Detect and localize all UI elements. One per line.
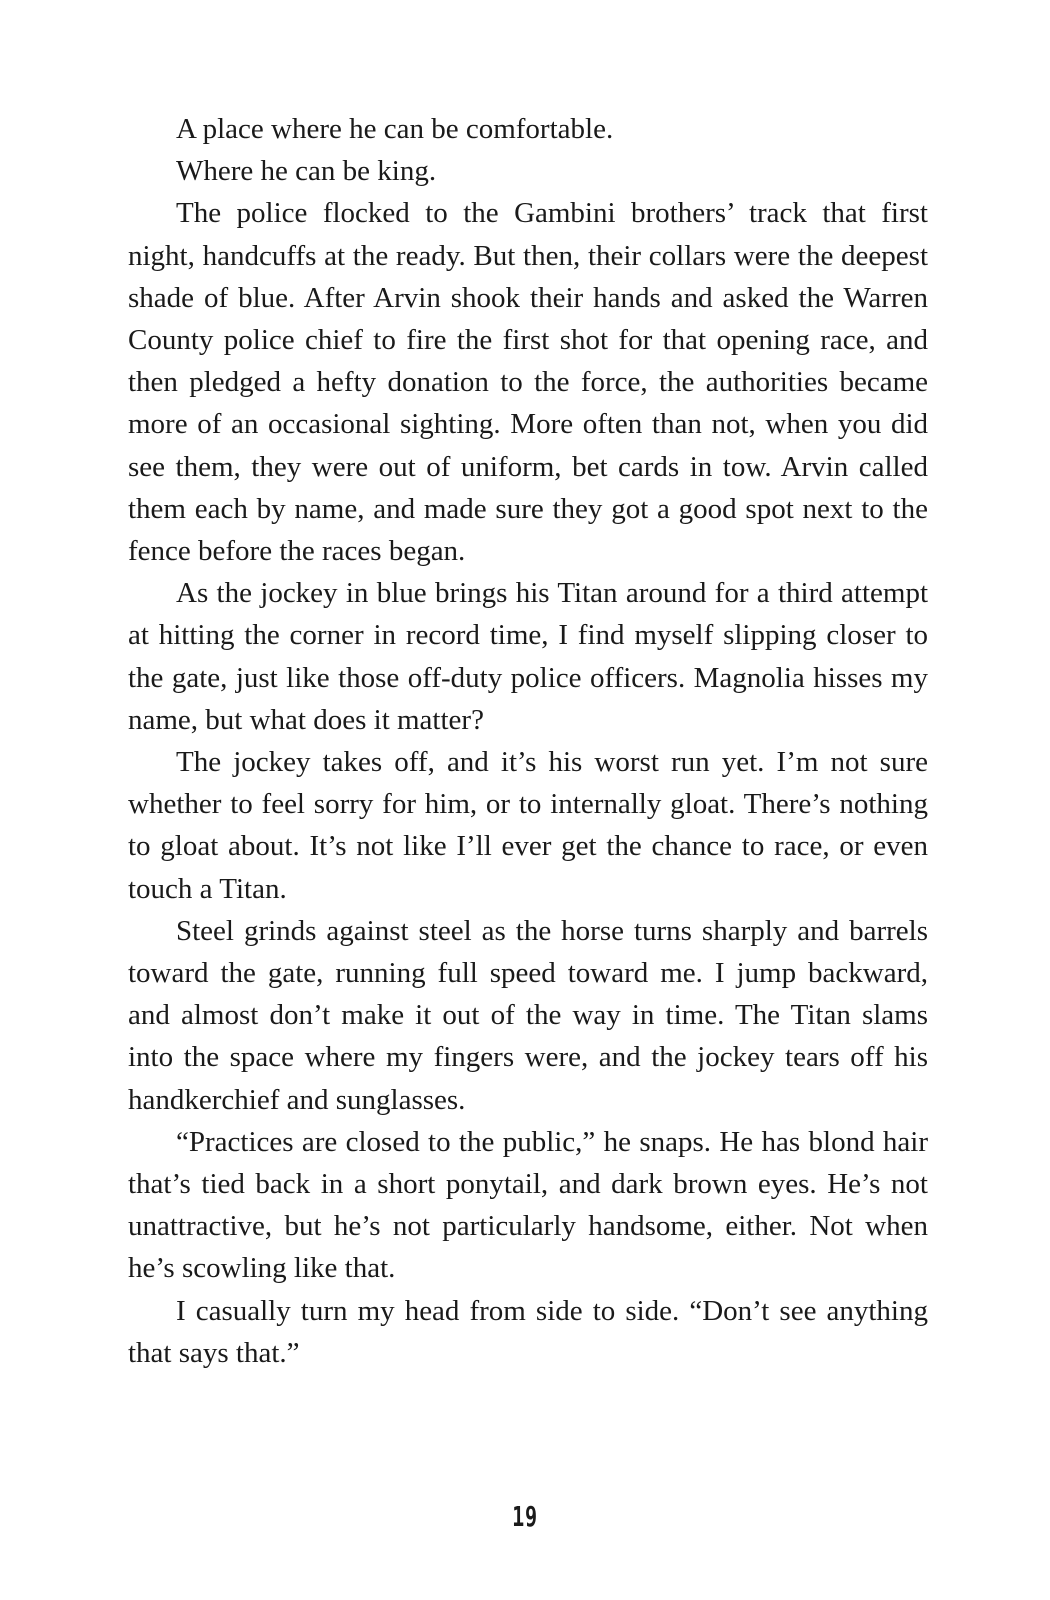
paragraph-2: Where he can be king. <box>176 155 437 188</box>
paragraph-6: Steel grinds against steel as the horse turns sharply and barrels toward the gate, running full speed toward me. I jump backward, and almost don’t make it out of the way in time. The Titan slams into the space where my fingers were, and the jockey tears off his handkerchief and sunglasses. <box>128 914 928 1116</box>
paragraph-4: As the jockey in blue brings his Titan around for a third attempt at hitting the corner in record time, I find myself slipping closer to the gate, just like those off-duty police officers. Magnolia hisses my name, but what does it matter? <box>128 577 928 736</box>
page-number: 19 <box>512 1500 538 1533</box>
paragraph-5: The jockey takes off, and it’s his worst run yet. I’m not sure whether to feel sorry for him, or to internally gloat. There’s nothing to gloat about. It’s not like I’ll ever get the chance to race, or even touch a Titan. <box>128 746 928 905</box>
page-body <box>128 108 928 1374</box>
paragraph-3: The police flocked to the Gambini brothers’ track that first night, handcuffs at the ready. But then, their collars were the deepest shade of blue. After Arvin shook their hands and asked the Warren County police chief to fire the first shot for that opening race, and then pledged a hefty donation to the force, the authorities became more of an occasional sighting. More often than not, when you did see them, they were out of uniform, bet cards in tow. Arvin called them each by name, and made sure they got a good spot next to the fence before the races began. <box>128 197 928 568</box>
paragraph-7: “Practices are closed to the public,” he snaps. He has blond hair that’s tied back in a short ponytail, and dark brown eyes. He’s not unattractive, but he’s not particularly handsome, either. Not when he’s scowling like that. <box>128 1125 928 1285</box>
paragraph-1: A place where he can be comfortable. <box>176 113 614 145</box>
paragraph-8: I casually turn my head from side to side. “Don’t see anything that says that.” <box>128 1294 928 1369</box>
